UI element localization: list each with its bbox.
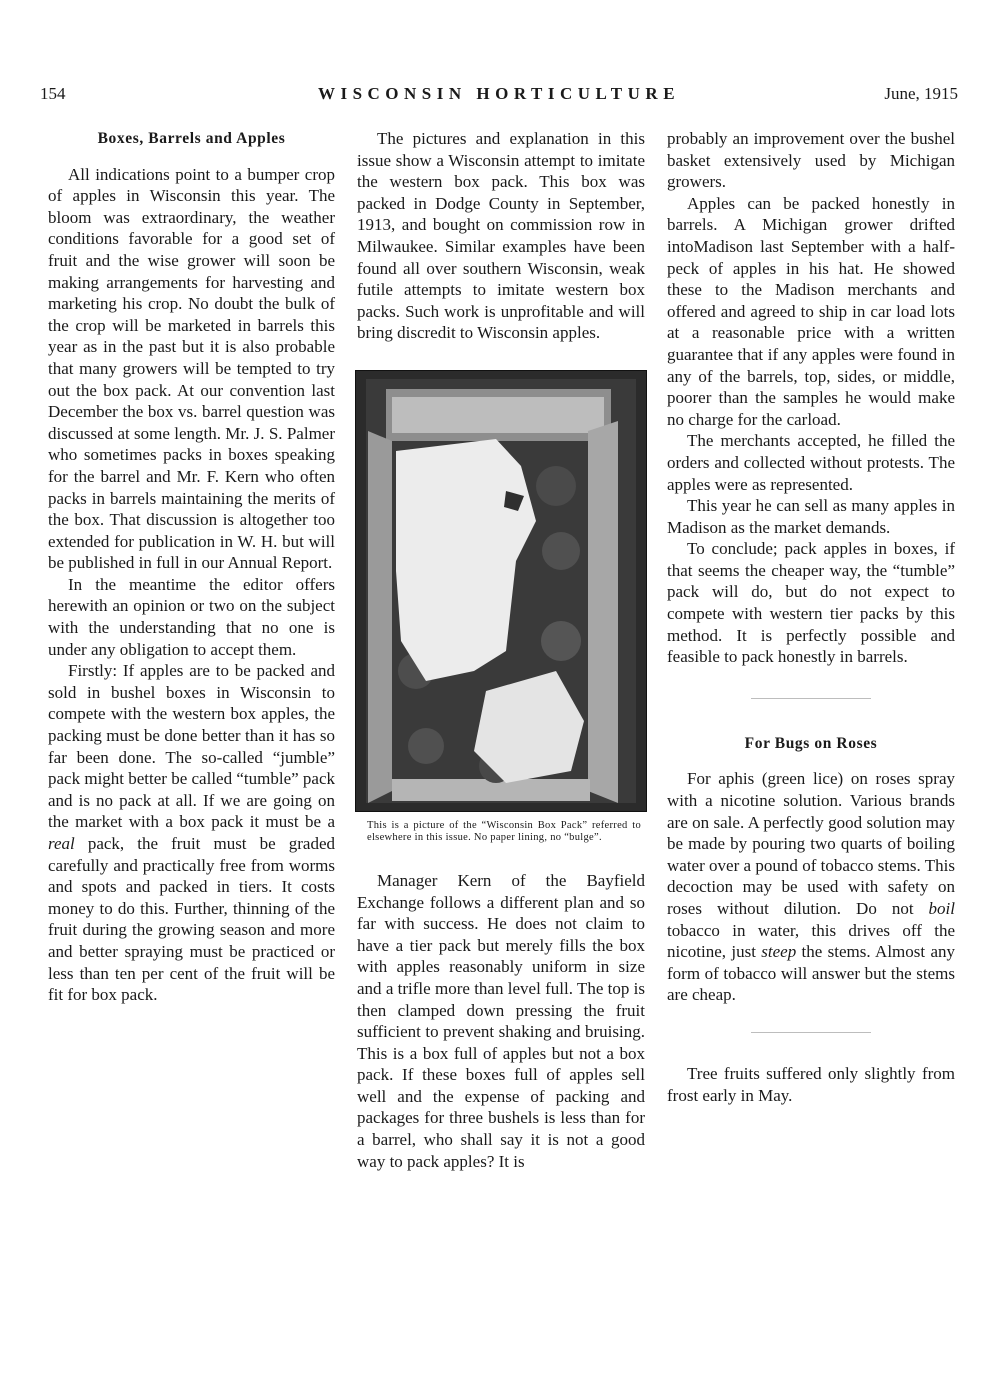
paragraph: Manager Kern of the Bayfield Exchange follows a different plan and so far with success. He does not claim to have a tier pack but merely fills the box with apples reasonably uniform in size and a trifle more than level full. The top is then clamped down pressing the fruit sufficient to prevent shaking and bruising. This is a box full of apples but not a box pack. If these boxes full of apples sell well and the expense of packing and packages for three bushels is less than for a barrel, who shall say it is not a good way to pack apples? It is bbox=[357, 870, 645, 1171]
article-title-bugs-on-roses: For Bugs on Roses bbox=[744, 734, 878, 752]
emphasis: boil bbox=[928, 899, 955, 918]
paragraph bbox=[48, 660, 335, 1006]
column-1 bbox=[48, 128, 335, 1006]
paragraph: The pictures and explanation in this issue show a Wisconsin attempt to imitate the western box pack. This box was packed in Dodge County in September, 1913, and bought on commission row in Milwaukee. Similar examples have been found all over southern Wisconsin, weak futile attempts to imitate western box packs. Such work is unprofitable and will bring discredit to Wisconsin apples. bbox=[357, 129, 645, 343]
text-run: Firstly: If apples are to be packed and sold in bushel boxes in Wisconsin to compete with the western box apples, the packing must be done better than it has so far been done. The so-called “jumble” pack might better be called “tumble” pack and is no pack at all. If we are going on the market with a box pack it must be a bbox=[48, 661, 335, 832]
page-number: 154 bbox=[40, 84, 66, 103]
frost-note: Tree fruits suffered only slightly from frost early in May. bbox=[667, 1063, 955, 1105]
column-2 bbox=[357, 128, 645, 1172]
running-head bbox=[40, 84, 958, 110]
section-divider bbox=[751, 1032, 871, 1033]
apple-box-photo bbox=[355, 370, 647, 812]
apple-box-photo-drawing bbox=[356, 371, 646, 811]
section-divider bbox=[751, 698, 871, 699]
paragraph-continued: probably an improvement over the bushel basket extensively used by Michigan growers. bbox=[667, 129, 955, 192]
paragraph: All indications point to a bumper crop of apples in Wisconsin this year. The bloom was extraordinary, the weather conditions favorable for a good set of fruit and the wise grower will soon be making arrangements for harvesting and marketing his crop. No doubt the bulk of the crop will be marketed in barrels this year as in the past but it is also probable that many growers will be tempted to try out the box pack. At our convention last December the box vs. barrel question was discussed at some length. Mr. J. S. Palmer who sometimes packs in boxes speaking for the barrel and Mr. F. Kern who often packs in barrels maintaining the merits of the box. That discussion is altogether too extended for publication in W. H. but will be published in full in our Annual Report. bbox=[48, 164, 335, 573]
paragraph: In the meantime the editor offers herewith an opinion or two on the subject with the understanding that no one is under any obligation to accept them. bbox=[48, 574, 335, 659]
column-3 bbox=[667, 128, 955, 1106]
figure-caption: This is a picture of the “Wisconsin Box Pack” referred to elsewhere in this issue. No paper lining, no “bulge”. bbox=[367, 819, 641, 843]
paragraph: Apples can be packed honestly in barrels. A Michigan grower drifted intoMadison last September with a half-peck of apples in his hat. He showed these to the Madison merchants and offered and agreed to ship in car load lots at a reasonable price with a written guarantee that if any apples were found in any of the barrels, top, sides, or middle, poorer than the samples he would make no charge for the carload. bbox=[667, 193, 955, 429]
text-run: tobacco in water, this drives off the nicotine, just bbox=[667, 920, 955, 962]
paragraph: To conclude; pack apples in boxes, if that seems the cheaper way, the “tumble” pack will do, but do not expect to compete with western tier packs by this method. It is perfectly possible and feasible to pack honestly in barrels. bbox=[667, 539, 955, 667]
article-title-boxes-barrels: Boxes, Barrels and Apples bbox=[97, 130, 286, 147]
journal-title: WISCONSIN HORTICULTURE bbox=[317, 84, 681, 103]
emphasis: steep bbox=[761, 942, 797, 962]
paragraph bbox=[667, 768, 955, 1006]
paragraph: The merchants accepted, he filled the orders and collected without protests. The apples were as represented. bbox=[667, 431, 955, 494]
text-run: pack, the fruit must be graded carefully and practically free from worms and spots and packed in tiers. It costs money to do this. Further, thinning of the fruit during the growing season and more and better spraying must be practiced or less than ten per cent of the fruit will be fit for box pack. bbox=[48, 834, 335, 1005]
text-run: For aphis (green lice) on roses spray with a nicotine solution. Various brands are on sale. A perfectly good solution may be made by pouring two quarts of boiling water over a pound of tobacco stems. This decoction may be used with safety on roses without dilution. Do not bbox=[667, 769, 955, 918]
emphasis: real bbox=[48, 834, 75, 853]
text-run: the stems. Almost any form of tobacco will answer but the stems are cheap. bbox=[667, 942, 955, 1005]
issue-date: June, 1915 bbox=[884, 84, 958, 103]
paragraph: This year he can sell as many apples in Madison as the market demands. bbox=[667, 496, 955, 537]
